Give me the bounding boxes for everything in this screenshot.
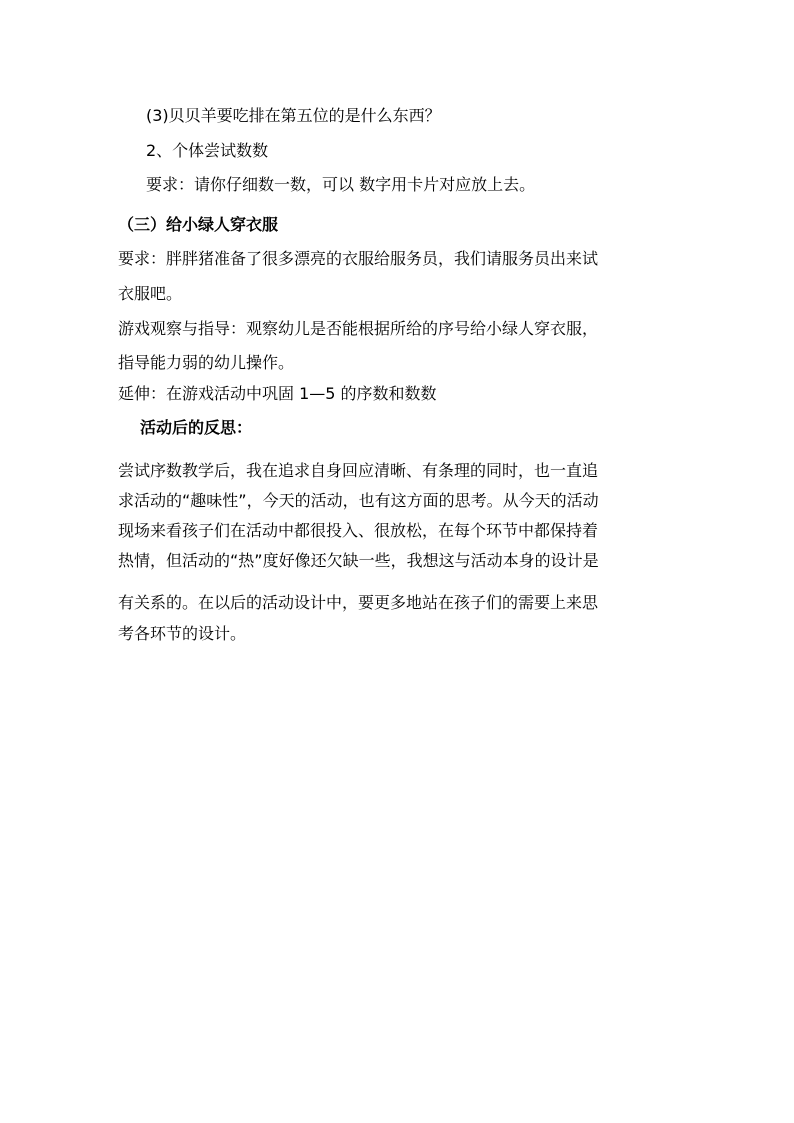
reflection-heading: 活动后的反思： [140,418,253,437]
item-3-text: (3)贝贝羊要吃排在第五位的是什么东西？ [146,106,441,125]
guidance-line-2: 指导能力弱的幼儿操作。 [118,353,295,372]
step-2-requirement: 要求：请你仔细数一数，可以 数字用卡片对应放上去。 [146,175,536,194]
section-3-requirement-line-1: 要求：胖胖猪准备了很多漂亮的衣服给服务员，我们请服务员出来试 [118,249,599,268]
reflection-line: 尝试序数教学后，我在追求自身回应清晰、有条理的同时，也一直追 [118,461,599,480]
guidance-line-1: 游戏观察与指导：观察幼儿是否能根据所给的序号给小绿人穿衣服， [118,319,599,338]
section-3-requirement-line-2: 衣服吧。 [118,284,183,303]
reflection-line: 热情，但活动的“热”度好像还欠缺一些，我想这与活动本身的设计是 [118,551,599,570]
section-3-heading: （三）给小绿人穿衣服 [118,215,279,234]
reflection-line: 求活动的“趣味性”，今天的活动，也有这方面的思考。从今天的活动 [118,491,599,510]
reflection-line: 现场来看孩子们在活动中都很投入、很放松，在每个环节中都保持着 [118,521,599,540]
reflection-line: 考各环节的设计。 [118,624,247,643]
extension-text: 延伸：在游戏活动中巩固 1—5 的序数和数数 [118,384,437,403]
step-2-heading: 2、个体尝试数数 [146,141,269,160]
reflection-line: 有关系的。在以后的活动设计中，要更多地站在孩子们的需要上来思 [118,593,599,612]
